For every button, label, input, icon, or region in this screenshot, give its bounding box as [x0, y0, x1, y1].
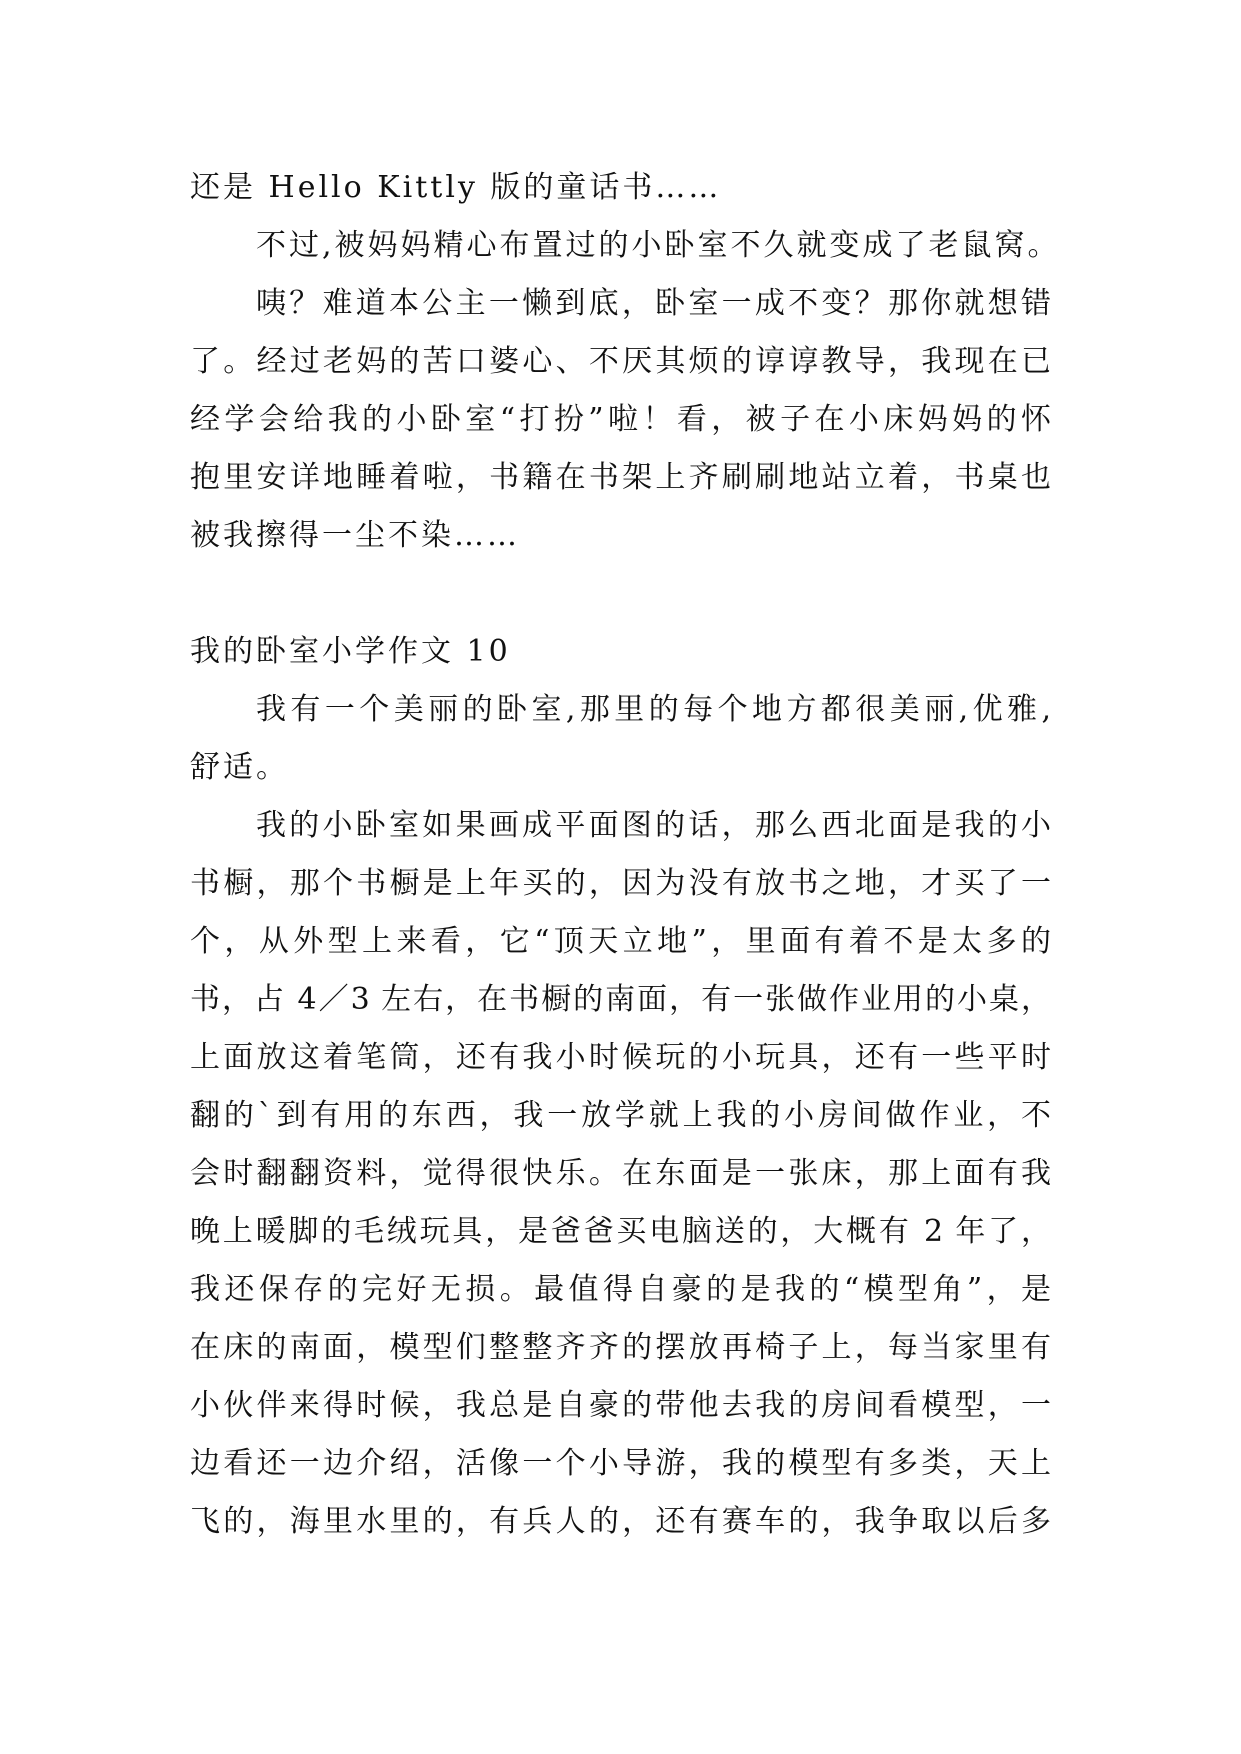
text-line: 经学会给我的小卧室“打扮”啦！看，被子在小床妈妈的怀: [190, 402, 1051, 437]
text-line: 书，占 4／3 左右，在书橱的南面，有一张做作业用的小桌，: [190, 982, 1051, 1017]
document-body: [190, 159, 1061, 1551]
text-line: 边看还一边介绍，活像一个小导游，我的模型有多类，天上: [190, 1446, 1051, 1481]
text-line: 被我擦得一尘不染……: [190, 518, 520, 553]
text-line: 飞的，海里水里的，有兵人的，还有赛车的，我争取以后多: [190, 1504, 1051, 1539]
text-line: 小伙伴来得时候，我总是自豪的带他去我的房间看模型，一: [190, 1388, 1051, 1423]
text-line: 了。经过老妈的苦口婆心、不厌其烦的谆谆教导，我现在已: [190, 344, 1051, 379]
blank-line: [190, 565, 1051, 623]
text-line: 在床的南面，模型们整整齐齐的摆放再椅子上，每当家里有: [190, 1330, 1051, 1365]
text-line: 我有一个美丽的卧室,那里的每个地方都很美丽,优雅,: [256, 692, 1051, 727]
text-line: 不过,被妈妈精心布置过的小卧室不久就变成了老鼠窝。: [256, 228, 1061, 263]
text-line: 个，从外型上来看，它“顶天立地”，里面有着不是太多的: [190, 924, 1051, 959]
text-line: 抱里安详地睡着啦，书籍在书架上齐刷刷地站立着，书桌也: [190, 460, 1051, 495]
text-line: 舒适。: [190, 750, 289, 785]
text-line: 会时翻翻资料，觉得很快乐。在东面是一张床，那上面有我: [190, 1156, 1051, 1191]
text-line: 还是 Hello Kittly 版的童话书……: [190, 170, 722, 205]
text-line: 我还保存的完好无损。最值得自豪的是我的“模型角”，是: [190, 1272, 1051, 1307]
text-line: 咦？难道本公主一懒到底，卧室一成不变？那你就想错: [256, 286, 1051, 321]
text-line: 我的小卧室如果画成平面图的话，那么西北面是我的小: [256, 808, 1051, 843]
text-line: 翻的`到有用的东西，我一放学就上我的小房间做作业，不: [190, 1098, 1051, 1133]
text-line: 书橱，那个书橱是上年买的，因为没有放书之地，才买了一: [190, 866, 1051, 901]
text-line: 上面放这着笔筒，还有我小时候玩的小玩具，还有一些平时: [190, 1040, 1051, 1075]
section-title: 我的卧室小学作文 10: [190, 634, 511, 669]
text-line: 晚上暖脚的毛绒玩具，是爸爸买电脑送的，大概有 2 年了，: [190, 1214, 1051, 1249]
